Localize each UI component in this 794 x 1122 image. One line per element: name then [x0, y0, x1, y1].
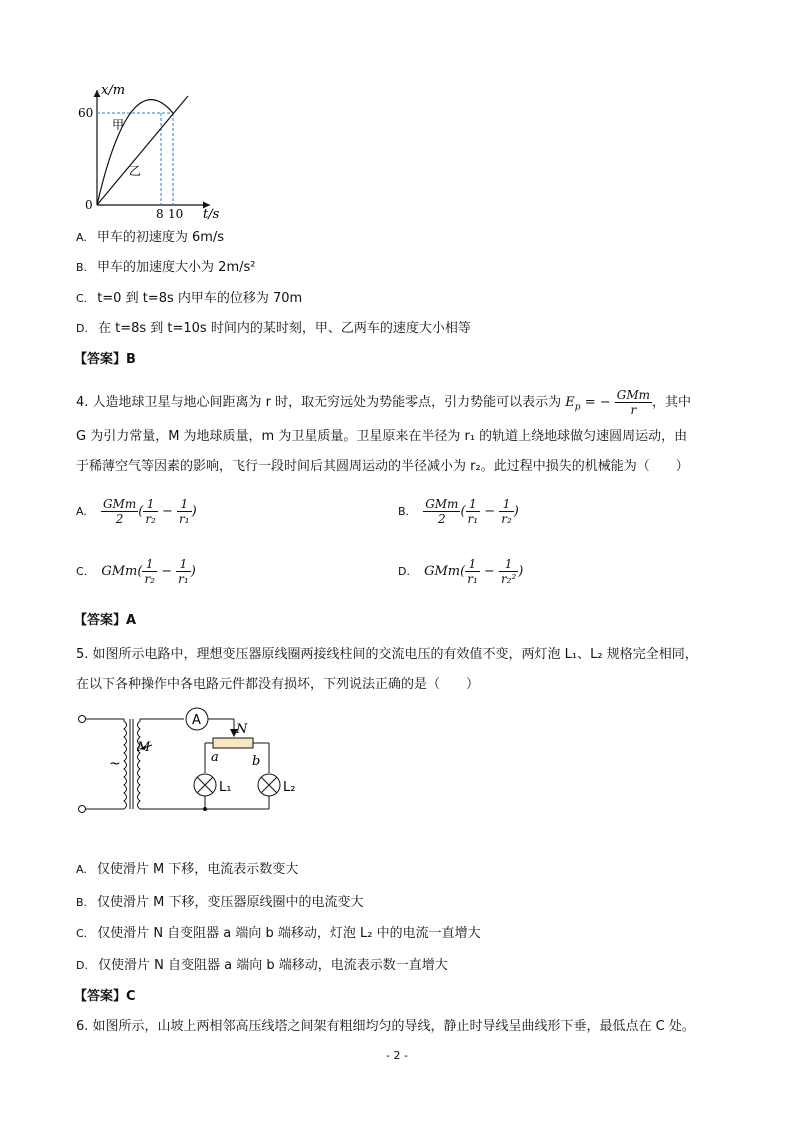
q4-line3: 于稀薄空气等因素的影响，飞行一段时间后其圆周运动的半径减小为 r₂。此过程中损失的机械能为（ ）	[76, 459, 689, 474]
q5-option-c	[76, 925, 481, 943]
q4-answer: 【答案】A	[74, 613, 137, 628]
terminal-top	[79, 716, 86, 723]
coef-num: GMm	[102, 497, 137, 511]
t8-label: 8	[156, 207, 164, 221]
q4-line1a: 4. 人造地球卫星与地心间距离为 r 时，取无穷远处为势能零点，引力势能可以表示为	[76, 395, 562, 410]
formula-eq: = −	[584, 395, 611, 410]
q6-line1: 6. 如图所示，山坡上两相邻高压线塔之间架有粗细均匀的导线，静止时导线呈曲线形下垂，最低点在 C 处。	[76, 1019, 695, 1034]
coef-fraction	[423, 497, 460, 526]
option-label: C.	[76, 565, 88, 578]
q4-option-c: C. GMm( $\frac{1}{\text{r₂}}$ − $\frac{1}{\text{r₁}}$ )	[76, 557, 196, 586]
q4-option-d: D. GMm( $\frac{1}{\text{r₁}}$ − $\frac{1}{\text{r₂²}}$ )	[398, 557, 524, 586]
option-label: D.	[76, 959, 88, 972]
option-text: 仅使滑片 N 自变阻器 a 端向 b 端移动，灯泡 L₂ 中的电流一直增大	[97, 926, 481, 941]
num: 1	[465, 557, 480, 572]
terminal-bottom	[79, 806, 86, 813]
q4-line2: G 为引力常量，M 为地球质量，m 为卫星质量。卫星原来在半径为 r₁ 的轨道上绕地球做匀速圆周运动，由	[76, 429, 688, 444]
den: r₁	[467, 512, 479, 526]
option-text: 甲车的初速度为 6m/s	[96, 230, 225, 245]
t10-label: 10	[168, 207, 184, 221]
coef: GMm	[424, 564, 461, 579]
rheostat-b-label: b	[252, 754, 261, 769]
lamp-l1-label: L₁	[219, 780, 232, 795]
q4-line1b: ，其中	[652, 395, 692, 410]
q5-line2: 在以下各种操作中各电路元件都没有损坏，下列说法正确的是（ ）	[76, 677, 480, 692]
option-label: C.	[76, 927, 88, 940]
q5-option-a	[76, 861, 298, 879]
jia-curve	[97, 100, 173, 205]
frac-b	[177, 497, 192, 526]
option-label: D.	[76, 322, 88, 335]
rheostat-a-label: a	[211, 750, 219, 765]
formula-lhs: E	[565, 395, 575, 410]
coef: GMm	[101, 564, 138, 579]
formula-fraction	[615, 388, 652, 417]
q3-option-d	[76, 320, 471, 338]
y60-label: 60	[78, 106, 94, 120]
q3-option-b	[76, 259, 255, 277]
frac-a	[466, 497, 481, 526]
ammeter-label: A	[192, 713, 201, 728]
option-text: 仅使滑片 M 下移，电流表示数变大	[96, 862, 299, 877]
coef-den: 2	[115, 512, 124, 526]
q4-line1	[76, 388, 691, 417]
option-label: A.	[76, 863, 87, 876]
slider-n-label: N	[236, 722, 248, 737]
den: r₁	[467, 572, 478, 586]
secondary-coil	[138, 719, 141, 809]
option-text: t=0 到 t=8s 内甲车的位移为 70m	[97, 291, 303, 306]
den: r₂²	[500, 572, 517, 586]
origin-label: 0	[85, 198, 93, 212]
formula-num: GMm	[616, 388, 651, 402]
num: 1	[143, 497, 158, 512]
q5-line1: 5. 如图所示电路中，理想变压器原线圈两接线柱间的交流电压的有效值不变，两灯泡 L₁、L₂ 规格完全相同，	[76, 647, 698, 662]
frac-a	[142, 557, 157, 586]
frac-b	[176, 557, 191, 586]
num: 1	[176, 557, 191, 572]
frac-b	[499, 557, 518, 586]
num: 1	[177, 497, 192, 512]
formula-sub: p	[574, 402, 581, 413]
coef-den: 2	[438, 512, 446, 526]
option-label: A.	[76, 231, 87, 244]
yi-label: 乙	[129, 164, 142, 178]
q4-option-b: B. $\frac{\text{GMm}}{2}$ ( $\frac{1}{\text{r₁}}$ − $\frac{1}{\text{r₂}}$ )	[398, 497, 519, 526]
den: r₁	[178, 572, 189, 586]
den: r₂	[145, 512, 156, 526]
q3-answer: 【答案】B	[74, 352, 136, 367]
jia-label: 甲	[112, 118, 125, 132]
q5-option-d	[76, 957, 448, 975]
option-text: 甲车的加速度大小为 2m/s²	[97, 260, 256, 275]
frac-a	[465, 557, 480, 586]
option-label: A.	[76, 505, 87, 518]
den: r₁	[179, 512, 190, 526]
num: 1	[142, 557, 157, 572]
coef-num: GMm	[425, 497, 459, 511]
num: 1	[499, 557, 518, 572]
q5-option-b	[76, 894, 364, 912]
option-text: 在 t=8s 到 t=10s 时间内的某时刻，甲、乙两车的速度大小相等	[97, 321, 471, 336]
lamp-l2-label: L₂	[283, 780, 296, 795]
junction-dot	[203, 807, 207, 811]
x-axis-label: t/s	[203, 207, 220, 222]
option-text: 仅使滑片 M 下移，变压器原线圈中的电流变大	[97, 895, 364, 910]
num: 1	[466, 497, 481, 512]
num: 1	[499, 497, 514, 512]
circuit-diagram	[74, 705, 314, 825]
option-label: B.	[76, 261, 88, 274]
option-label: D.	[398, 565, 410, 578]
frac-a	[143, 497, 158, 526]
option-text: 仅使滑片 N 自变阻器 a 端向 b 端移动，电流表示数一直增大	[97, 958, 448, 973]
rheostat	[213, 738, 253, 748]
option-label: B.	[76, 896, 88, 909]
slider-m-label: M	[137, 740, 151, 755]
option-label: C.	[76, 292, 88, 305]
q5-answer: 【答案】C	[74, 989, 136, 1004]
primary-coil	[124, 719, 127, 809]
y-axis-label: x/m	[101, 83, 126, 98]
den: r₂	[501, 512, 512, 526]
q3-option-a	[76, 229, 224, 247]
frac-b	[499, 497, 514, 526]
ac-source-symbol: ~	[109, 756, 121, 772]
q4-option-a: A. $\frac{\text{GMm}}{2}$ ( $\frac{1}{\text{r₂}}$ − $\frac{1}{\text{r₁}}$ )	[76, 497, 197, 526]
xt-graph	[70, 72, 240, 222]
page-number: - 2 -	[386, 1049, 408, 1062]
den: r₂	[144, 572, 155, 586]
yi-line	[97, 96, 188, 205]
q3-option-c	[76, 290, 302, 308]
coef-fraction	[101, 497, 138, 526]
formula-den: r	[630, 403, 637, 417]
option-label: B.	[398, 505, 410, 518]
